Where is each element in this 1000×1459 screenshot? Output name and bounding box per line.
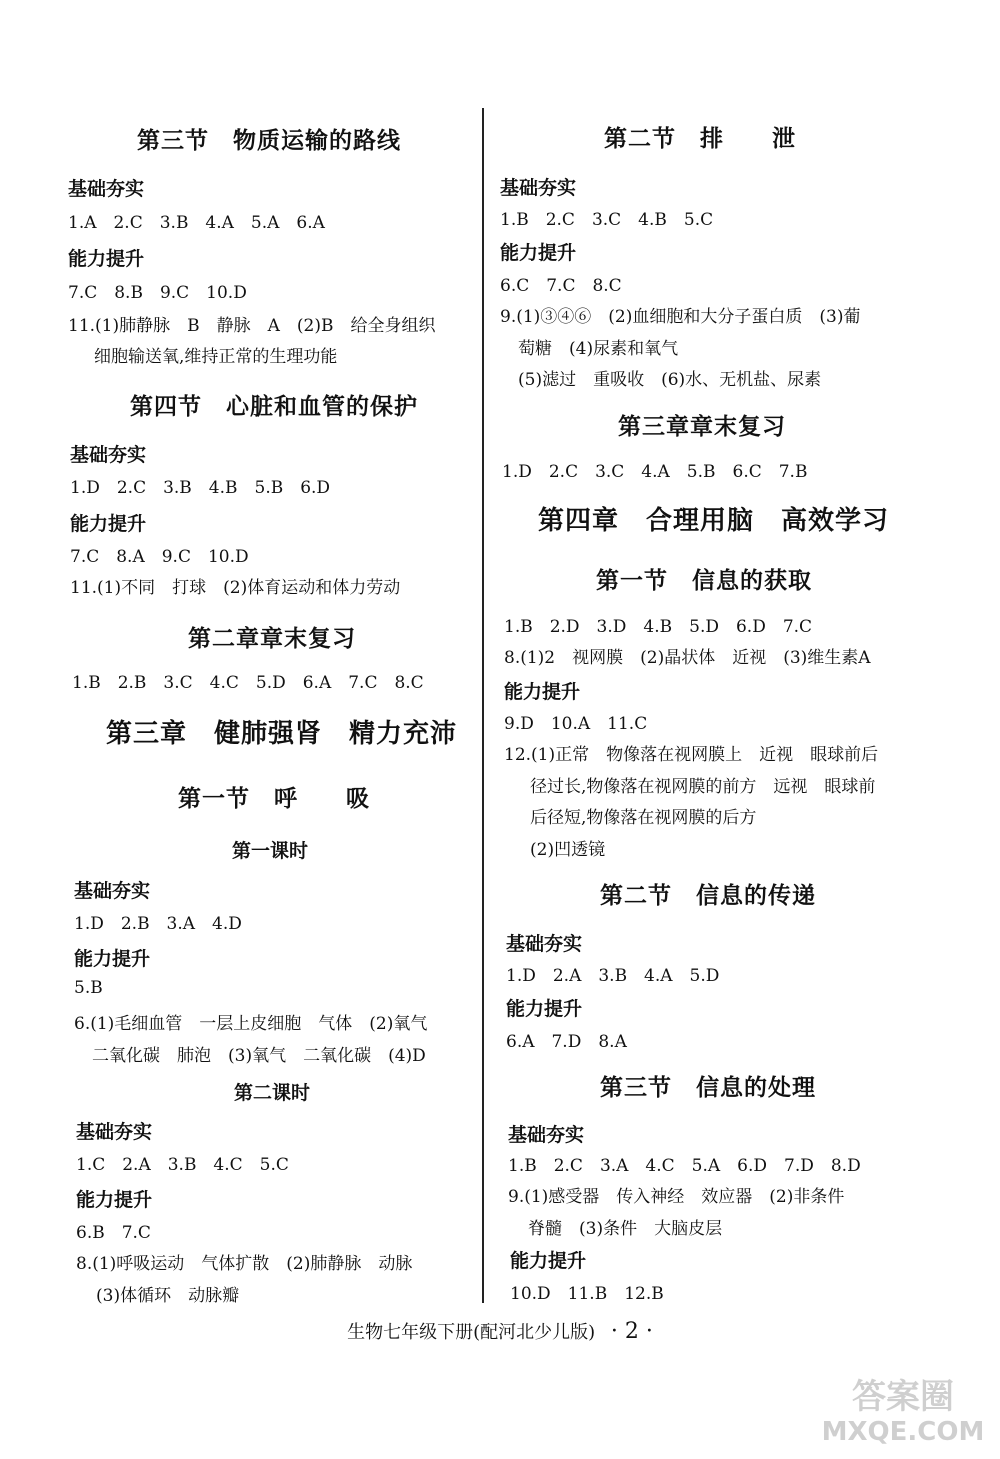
- answer-line: 12.(1)正常 物像落在视网膜上 近视 眼球前后: [504, 745, 879, 765]
- answer-line: (5)滤过 重吸收 (6)水、无机盐、尿素: [518, 370, 822, 390]
- answer-line: 11.(1)不同 打球 (2)体育运动和体力劳动: [70, 578, 401, 598]
- answer-line: 径过长,物像落在视网膜的前方 远视 眼球前: [530, 777, 876, 797]
- watermark-logo-icon: [818, 1368, 988, 1448]
- label-improve: 能力提升: [70, 513, 147, 535]
- label-basic: 基础夯实: [500, 177, 577, 199]
- chapter-title: 第三章 健肺强肾 精力充沛: [106, 719, 458, 749]
- section-title: 第一节 信息的获取: [596, 568, 812, 594]
- answer-line: 二氧化碳 肺泡 (3)氧气 二氧化碳 (4)D: [92, 1046, 426, 1066]
- answer-line: 8.(1)2 视网膜 (2)晶状体 近视 (3)维生素A: [504, 648, 871, 668]
- answer-line: 萄糖 (4)尿素和氧气: [518, 339, 679, 359]
- answer-line: 1.C 2.A 3.B 4.C 5.C: [76, 1155, 289, 1175]
- answer-line: 1.D 2.B 3.A 4.D: [74, 914, 242, 934]
- section-title: 第四节 心脏和血管的保护: [130, 394, 418, 420]
- section-title: 第二节 信息的传递: [600, 883, 816, 909]
- answer-line: 细胞输送氧,维持正常的生理功能: [94, 347, 338, 367]
- answer-line: 6.A 7.D 8.A: [506, 1032, 627, 1052]
- answer-line: 1.A 2.C 3.B 4.A 5.A 6.A: [68, 213, 325, 233]
- watermark-logo: [818, 1368, 988, 1448]
- label-improve: 能力提升: [510, 1250, 587, 1272]
- label-improve: 能力提升: [74, 948, 151, 970]
- answer-line: 8.(1)呼吸运动 气体扩散 (2)肺静脉 动脉: [76, 1254, 413, 1274]
- label-basic: 基础夯实: [76, 1121, 153, 1143]
- label-basic: 基础夯实: [74, 880, 151, 902]
- label-improve: 能力提升: [68, 248, 145, 270]
- answer-line: (2)凹透镜: [530, 840, 606, 860]
- answer-line: 1.D 2.C 3.C 4.A 5.B 6.C 7.B: [502, 462, 808, 482]
- lesson-title: 第一课时: [232, 840, 309, 862]
- answer-line: 6.(1)毛细血管 一层上皮细胞 气体 (2)氧气: [74, 1014, 428, 1034]
- section-title: 第一节 呼 吸: [178, 786, 370, 812]
- answer-line: 1.B 2.D 3.D 4.B 5.D 6.D 7.C: [504, 617, 813, 637]
- label-improve: 能力提升: [500, 242, 577, 264]
- answer-line: 1.B 2.C 3.A 4.C 5.A 6.D 7.D 8.D: [508, 1156, 861, 1176]
- column-divider: [482, 108, 484, 1303]
- answer-line: 11.(1)肺静脉 B 静脉 A (2)B 给全身组织: [68, 316, 436, 336]
- answer-line: 1.D 2.C 3.B 4.B 5.B 6.D: [70, 478, 331, 498]
- answer-line: 7.C 8.A 9.C 10.D: [70, 547, 249, 567]
- answer-line: 后径短,物像落在视网膜的后方: [530, 808, 757, 828]
- answer-line: 1.B 2.B 3.C 4.C 5.D 6.A 7.C 8.C: [72, 673, 424, 693]
- answer-line: (3)体循环 动脉瓣: [96, 1286, 240, 1306]
- section-title: 第二节 排 泄: [604, 126, 796, 152]
- label-improve: 能力提升: [504, 681, 581, 703]
- section-title: 第三节 信息的处理: [600, 1075, 816, 1101]
- page-footer: [0, 1318, 1000, 1344]
- answer-line: 6.B 7.C: [76, 1223, 151, 1243]
- section-title: 第三章章末复习: [618, 414, 786, 440]
- answer-line: 1.B 2.C 3.C 4.B 5.C: [500, 210, 714, 230]
- section-title: 第三节 物质运输的路线: [137, 128, 401, 154]
- label-basic: 基础夯实: [70, 444, 147, 466]
- answer-line: 5.B: [74, 978, 103, 998]
- lesson-title: 第二课时: [234, 1082, 311, 1104]
- watermark-text-url: MXQE.COM: [821, 1417, 985, 1447]
- answer-line: 9.(1)③④⑥ (2)血细胞和大分子蛋白质 (3)葡: [500, 307, 861, 327]
- answer-line: 10.D 11.B 12.B: [510, 1284, 664, 1304]
- chapter-title: 第四章 合理用脑 高效学习: [538, 506, 890, 536]
- label-improve: 能力提升: [76, 1189, 153, 1211]
- answer-line: 1.D 2.A 3.B 4.A 5.D: [506, 966, 720, 986]
- label-basic: 基础夯实: [508, 1124, 585, 1146]
- answer-line: 7.C 8.B 9.C 10.D: [68, 283, 247, 303]
- answer-line: 9.D 10.A 11.C: [504, 714, 648, 734]
- label-basic: 基础夯实: [506, 933, 583, 955]
- section-title: 第二章章末复习: [188, 626, 356, 652]
- answer-line: 9.(1)感受器 传入神经 效应器 (2)非条件: [508, 1187, 845, 1207]
- page-number: · 2 ·: [610, 1319, 653, 1344]
- label-improve: 能力提升: [506, 998, 583, 1020]
- answer-line: 脊髓 (3)条件 大脑皮层: [528, 1219, 723, 1239]
- watermark-text-cn: 答案圈: [852, 1377, 954, 1417]
- book-title: 生物七年级下册(配河北少儿版): [347, 1322, 596, 1343]
- label-basic: 基础夯实: [68, 178, 145, 200]
- answer-line: 6.C 7.C 8.C: [500, 276, 622, 296]
